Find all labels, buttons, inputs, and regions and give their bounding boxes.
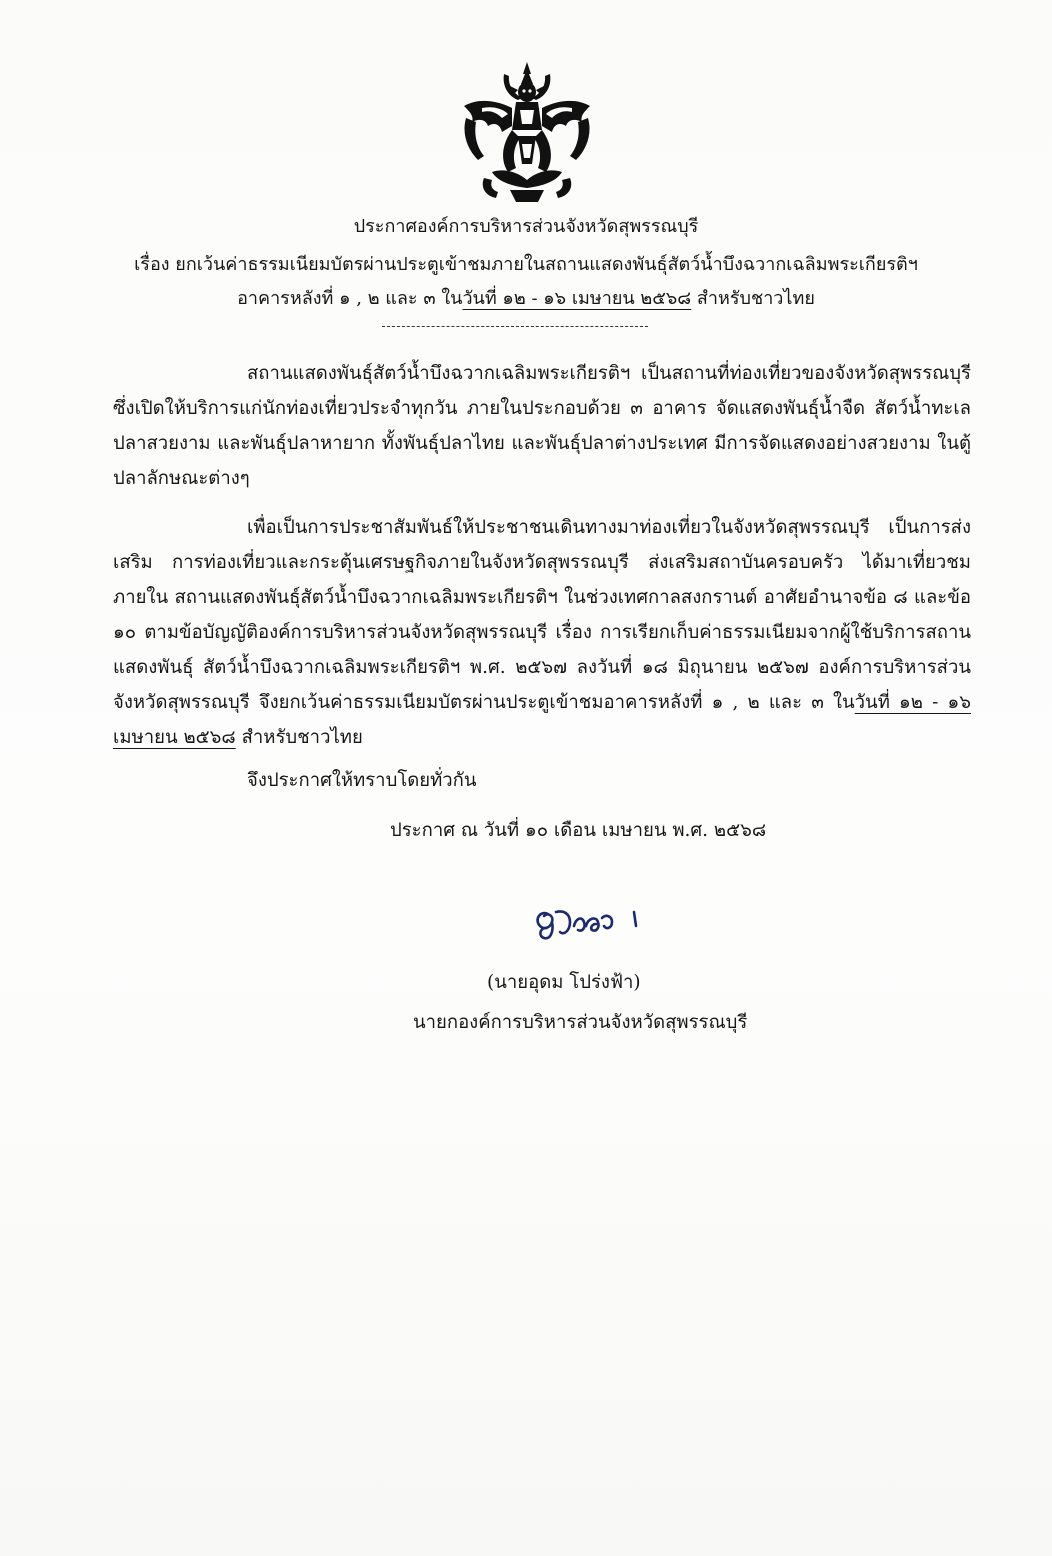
paragraph-2-main: เพื่อเป็นการประชาสัมพันธ์ให้ประชาชนเดินทางมาท่องเที่ยวในจังหวัดสุพรรณบุรี เป็นการส่งเสริม การท่องเที่ยวและกระตุ้นเศรษฐกิจภายในจังหวัดสุพรรณบุรี ส่งเสริมสถาบันครอบครัว ได้มาเที่ยวชมภายใน สถานแสดงพันธุ์สัตว์น้ำบึงฉวากเฉลิมพระเกียรติฯ ในช่วงเทศกาลสงกรานต์ อาศัยอำนาจข้อ ๘ และข้อ ๑๐ ตามข้อบัญญัติองค์การบริหารส่วนจังหวัดสุพรรณบุรี เรื่อง การเรียกเก็บค่าธรรมเนียมจากผู้ใช้บริการสถานแสดงพันธุ์ สัตว์น้ำบึงฉวากเฉลิมพระเกียรติฯ พ.ศ. ๒๕๖๗ ลงวันที่ ๑๘ มิถุนายน ๒๕๖๗ องค์การบริหารส่วนจังหวัดสุพรรณบุรี จึงยกเว้นค่าธรรมเนียมบัตรผ่านประตูเข้าชมอาคารหลังที่ ๑ , ๒ และ ๓ ใน <box>113 517 971 713</box>
paragraph-2-dates: วันที่ ๑๒ - ๑๖ เมษายน ๒๕๖๘ <box>113 692 971 748</box>
paragraph-2-suffix: สำหรับชาวไทย <box>235 727 363 748</box>
subject-line2-dates: วันที่ ๑๒ - ๑๖ เมษายน ๒๕๖๘ <box>462 288 692 309</box>
announcement-subject-line2 <box>0 286 1052 312</box>
announcement-date: ประกาศ ณ วันที่ ๑๐ เดือน เมษายน พ.ศ. ๒๕๖๘ <box>390 820 767 841</box>
signatory-position: นายกองค์การบริหารส่วนจังหวัดสุพรรณบุรี <box>413 1012 748 1033</box>
header-divider <box>382 326 648 327</box>
announcement-issuer: ประกาศองค์การบริหารส่วนจังหวัดสุพรรณบุรี <box>353 216 699 237</box>
announcement-subject: เรื่อง ยกเว้นค่าธรรมเนียมบัตรผ่านประตูเข้าชมภายในสถานแสดงพันธุ์สัตว์น้ำบึงฉวากเฉลิมพระเกียรติฯ <box>134 254 918 275</box>
garuda-emblem-icon <box>452 60 602 210</box>
closing-statement: จึงประกาศให้ทราบโดยทั่วกัน <box>247 770 477 791</box>
body-paragraph-1: สถานแสดงพันธุ์สัตว์น้ำบึงฉวากเฉลิมพระเกียรติฯ เป็นสถานที่ท่องเที่ยวของจังหวัดสุพรรณบุรี ซึ่งเปิดให้บริการแก่นักท่องเที่ยวประจำทุกวัน ภายในประกอบด้วย ๓ อาคาร จัดแสดงพันธุ์น้ำจืด สัตว์น้ำทะเล ปลาสวยงาม และพันธุ์ปลาหายาก ทั้งพันธุ์ปลาไทย และพันธุ์ปลาต่างประเทศ มีการจัดแสดงอย่างสวยงาม ในตู้ปลาลักษณะต่างๆ <box>113 363 971 489</box>
body-paragraph-2 <box>113 510 971 755</box>
handwritten-signature <box>530 892 670 952</box>
signatory-name: (นายอุดม โปร่งฟ้า) <box>487 972 641 993</box>
subject-line2-prefix: อาคารหลังที่ ๑ , ๒ และ ๓ ใน <box>237 288 463 309</box>
subject-line2-suffix: สำหรับชาวไทย <box>691 288 815 309</box>
